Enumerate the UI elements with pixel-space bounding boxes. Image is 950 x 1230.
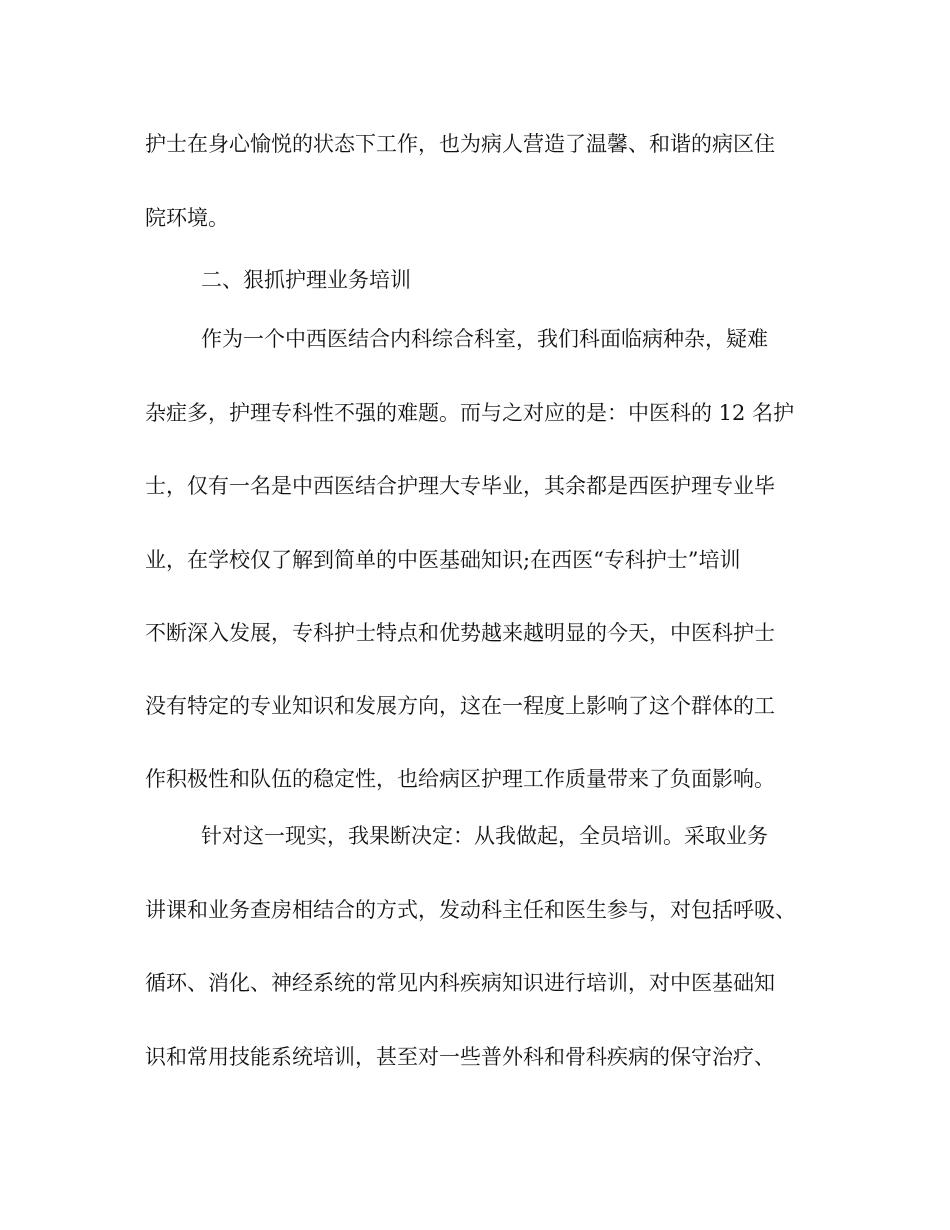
body-text-line: 院环境。 [145,206,229,230]
body-text-line: 识和常用技能系统培训，甚至对一些普外科和骨科疾病的保守治疗、 [145,1045,775,1069]
body-text-line: 讲课和业务查房相结合的方式，发动科主任和医生参与，对包括呼吸、 [145,898,796,922]
body-text-line: 不断深入发展，专科护士特点和优势越来越明显的今天，中医科护士 [145,621,775,645]
body-text-line: 作积极性和队伍的稳定性，也给病区护理工作质量带来了负面影响。 [145,767,775,791]
body-text-line: 杂症多，护理专科性不强的难题。而与之对应的是：中医科的 12 名护 [145,401,795,425]
body-text-line: 循环、消化、神经系统的常见内科疾病知识进行培训，对中医基础知 [145,971,775,995]
body-text-line: 没有特定的专业知识和发展方向，这在一程度上影响了这个群体的工 [145,694,775,718]
body-text-line: 士，仅有一名是中西医结合护理大专毕业，其余都是西医护理专业毕 [145,474,775,498]
body-text-line: 业，在学校仅了解到简单的中医基础知识;在西医“专科护士”培训 [145,548,741,572]
body-text-line: 护士在身心愉悦的状态下工作，也为病人营造了温馨、和谐的病区住 [145,132,775,156]
paragraph-start-line: 针对这一现实，我果断决定：从我做起，全员培训。采取业务 [201,824,768,848]
section-heading: 二、狠抓护理业务培训 [201,268,411,292]
paragraph-start-line: 作为一个中西医结合内科综合科室，我们科面临病种杂，疑难 [201,327,768,351]
